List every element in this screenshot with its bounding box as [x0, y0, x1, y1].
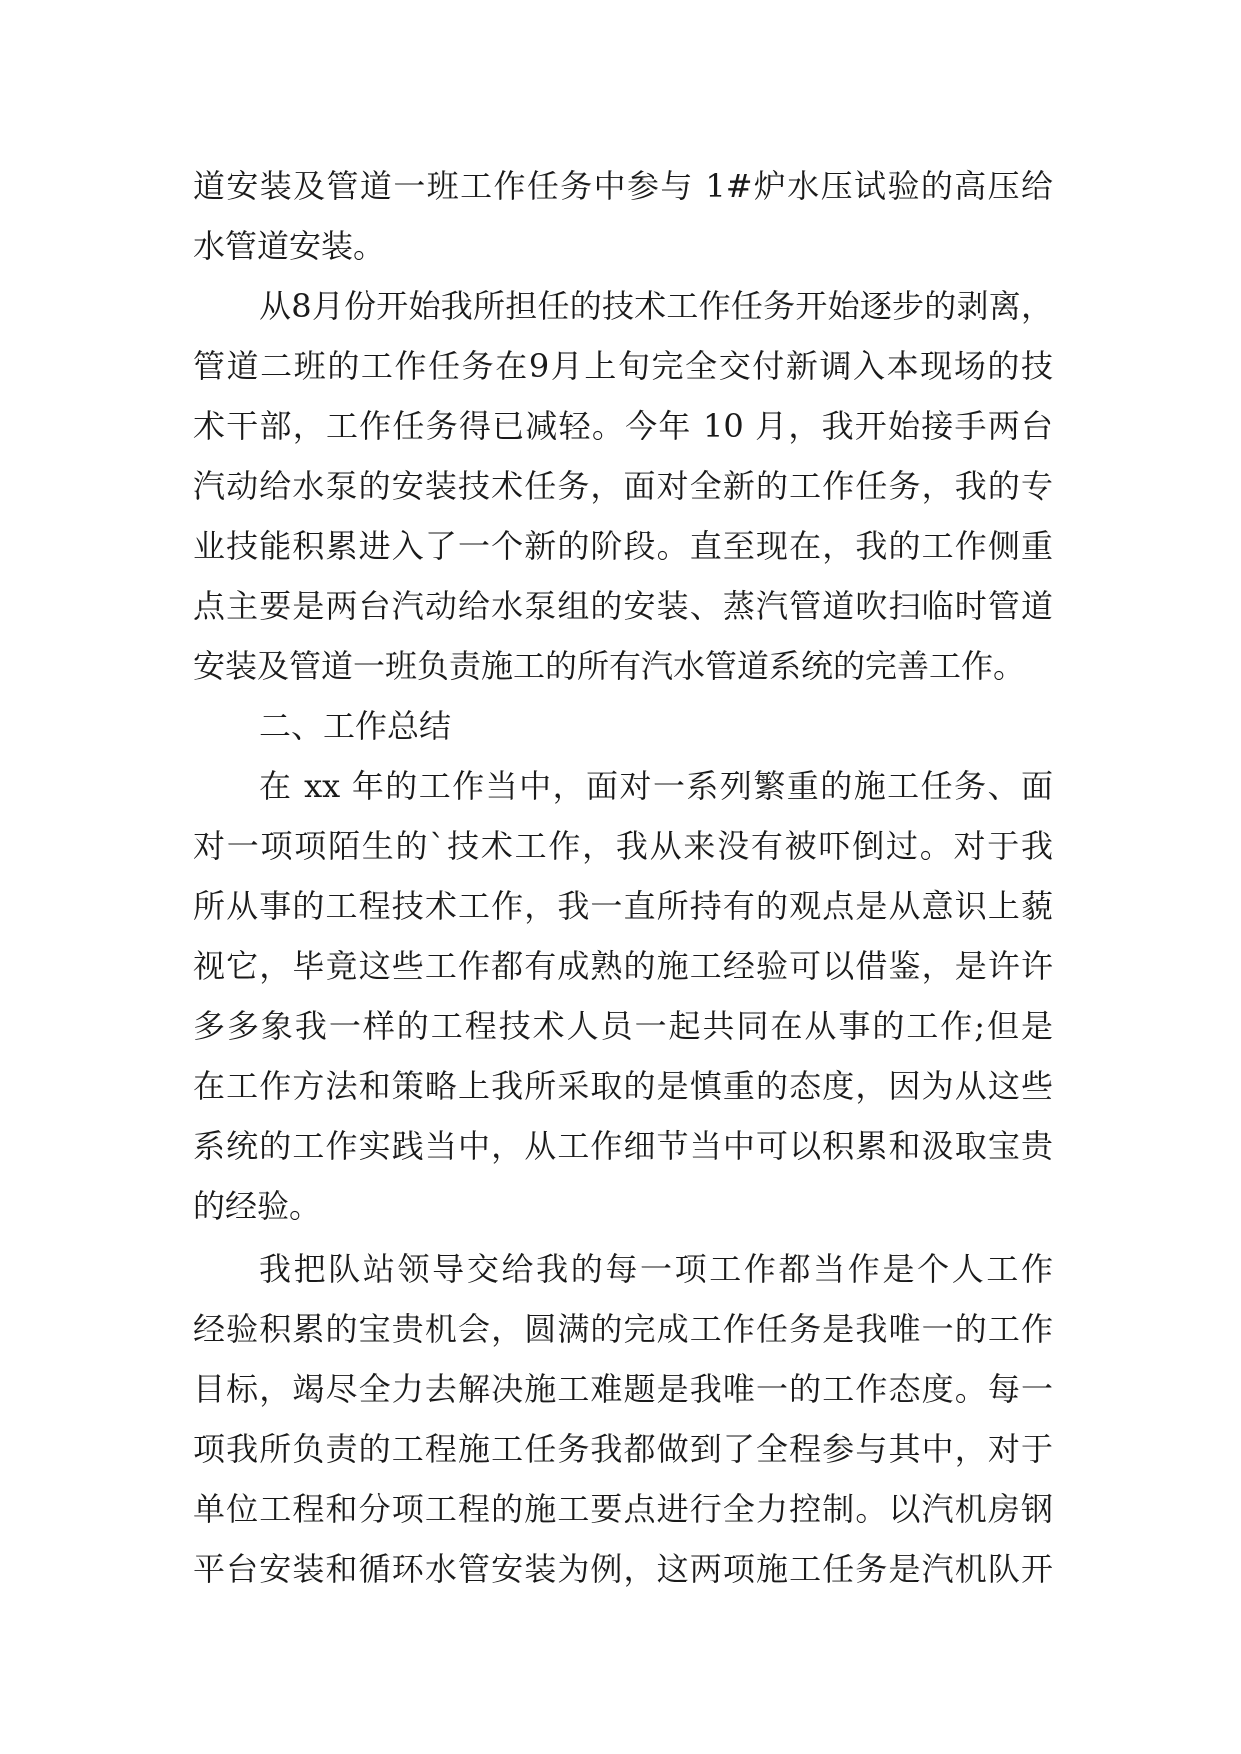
text-line: 项我所负责的工程施工任务我都做到了全程参与其中，对于 [193, 1430, 1053, 1468]
text-line: 在 xx 年的工作当中，面对一系列繁重的施工任务、面 [259, 767, 1053, 805]
text-line: 的经验。 [193, 1187, 322, 1225]
text-line: 经验积累的宝贵机会，圆满的完成工作任务是我唯一的工作 [193, 1310, 1053, 1348]
text-line: 对一项项陌生的`技术工作，我从来没有被吓倒过。对于我 [193, 827, 1053, 865]
text-line: 点主要是两台汽动给水泵组的安装、蒸汽管道吹扫临时管道 [193, 587, 1053, 625]
text-line: 术干部，工作任务得已减轻。今年 10 月，我开始接手两台 [193, 407, 1053, 445]
text-line: 视它，毕竟这些工作都有成熟的施工经验可以借鉴，是许许 [193, 947, 1053, 985]
text-line: 安装及管道一班负责施工的所有汽水管道系统的完善工作。 [193, 647, 1026, 685]
text-line: 系统的工作实践当中，从工作细节当中可以积累和汲取宝贵 [193, 1127, 1053, 1165]
text-line: 业技能积累进入了一个新的阶段。直至现在，我的工作侧重 [193, 527, 1053, 565]
text-line: 所从事的工程技术工作，我一直所持有的观点是从意识上藐 [193, 887, 1053, 925]
text-line: 多多象我一样的工程技术人员一起共同在从事的工作;但是 [193, 1007, 1053, 1045]
document-body [193, 156, 1053, 1599]
text-line: 平台安装和循环水管安装为例，这两项施工任务是汽机队开 [193, 1550, 1053, 1588]
text-line: 管道二班的工作任务在9月上旬完全交付新调入本现场的技 [193, 347, 1053, 385]
text-line: 汽动给水泵的安装技术任务，面对全新的工作任务，我的专 [193, 467, 1053, 505]
text-line: 我把队站领导交给我的每一项工作都当作是个人工作 [259, 1250, 1053, 1288]
text-line: 在工作方法和策略上我所采取的是慎重的态度，因为从这些 [193, 1067, 1053, 1105]
text-line: 从8月份开始我所担任的技术工作任务开始逐步的剥离， [259, 287, 1053, 325]
text-line: 道安装及管道一班工作任务中参与 1#炉水压试验的高压给 [193, 167, 1053, 205]
text-line: 单位工程和分项工程的施工要点进行全力控制。以汽机房钢 [193, 1490, 1053, 1528]
section-heading: 二、工作总结 [259, 707, 452, 745]
text-line: 水管道安装。 [193, 227, 386, 265]
text-line: 目标，竭尽全力去解决施工难题是我唯一的工作态度。每一 [193, 1370, 1053, 1408]
